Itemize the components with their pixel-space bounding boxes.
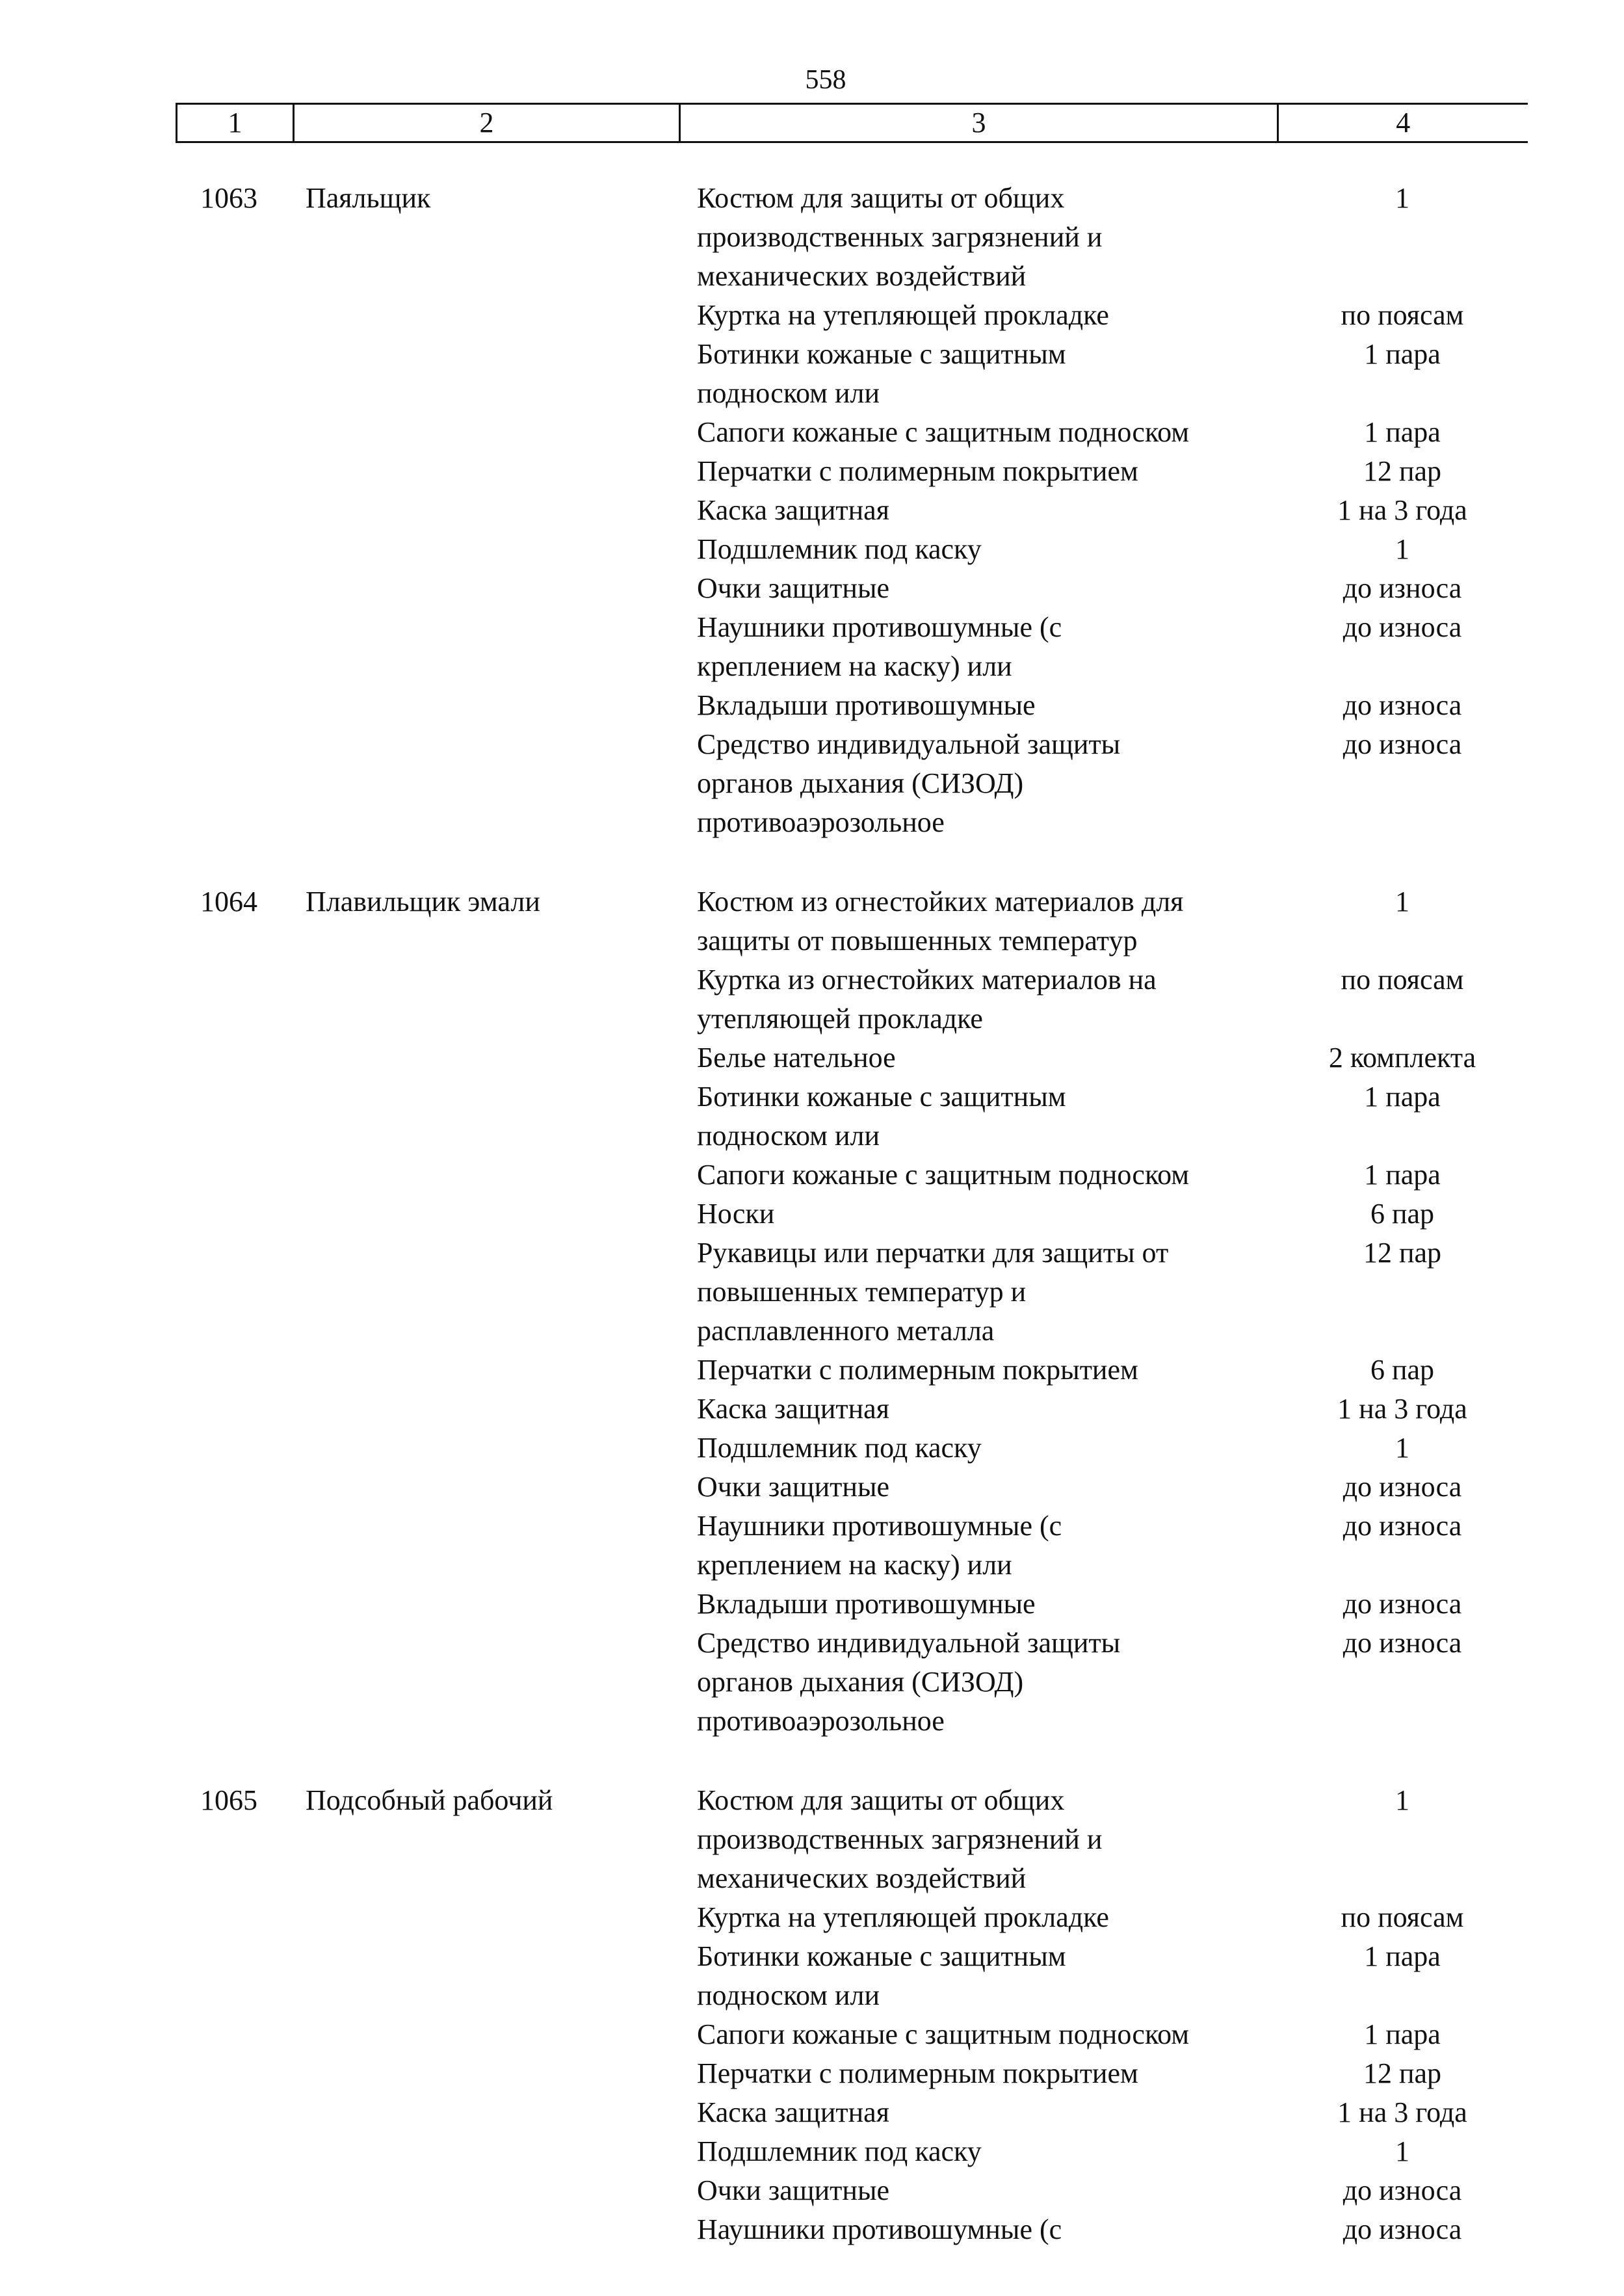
item-name: Костюм из огнестойких материалов для защиты от повышенных температур xyxy=(697,886,1184,957)
item-norm: до износа xyxy=(1342,572,1462,604)
list-item xyxy=(0,2054,1624,2093)
item-name: Каска защитная xyxy=(697,2096,889,2128)
item-norm: 12 пар xyxy=(1363,2057,1442,2089)
list-item xyxy=(0,335,1624,413)
item-norm: 1 на 3 года xyxy=(1337,494,1467,526)
list-item xyxy=(0,1038,1624,1077)
item-norm: 1 пара xyxy=(1364,1081,1441,1113)
list-item xyxy=(0,960,1624,1038)
item-norm: до износа xyxy=(1342,1588,1462,1620)
item-name: Носки xyxy=(697,1198,775,1230)
entry-profession: Плавильщик эмали xyxy=(306,886,540,917)
item-name: Подшлемник под каску xyxy=(697,2135,982,2167)
item-name: Сапоги кожаные с защитным подноском xyxy=(697,1159,1190,1191)
item-norm: до износа xyxy=(1342,689,1462,721)
list-item xyxy=(0,2132,1624,2171)
list-item xyxy=(0,2015,1624,2054)
list-item xyxy=(0,491,1624,530)
list-item xyxy=(0,1429,1624,1468)
list-item xyxy=(0,686,1624,725)
item-norm: 6 пар xyxy=(1370,1354,1435,1386)
item-name: Перчатки с полимерным покрытием xyxy=(697,455,1138,487)
list-item xyxy=(0,569,1624,608)
item-name: Очки защитные xyxy=(697,1471,890,1503)
item-name: Очки защитные xyxy=(697,572,890,604)
column-header-2: 2 xyxy=(294,104,680,142)
item-norm: до износа xyxy=(1342,1471,1462,1503)
item-name: Перчатки с полимерным покрытием xyxy=(697,1354,1138,1386)
item-norm: 1 xyxy=(1395,182,1409,214)
item-norm: 1 пара xyxy=(1364,1940,1441,1972)
table-row xyxy=(0,179,1624,842)
list-item xyxy=(0,2171,1624,2210)
item-norm: по поясам xyxy=(1341,964,1464,996)
list-item xyxy=(0,1937,1624,2015)
item-name: Наушники противошумные (с xyxy=(697,2213,1062,2245)
list-item xyxy=(0,296,1624,335)
item-norm: до износа xyxy=(1342,611,1462,643)
item-norm: 12 пар xyxy=(1363,1237,1442,1269)
column-header-1: 1 xyxy=(177,104,294,142)
item-name: Подшлемник под каску xyxy=(697,533,982,565)
item-name: Ботинки кожаные с защитным подноском или xyxy=(697,1081,1066,1152)
list-item xyxy=(0,1898,1624,1937)
item-norm: 12 пар xyxy=(1363,455,1442,487)
item-norm: по поясам xyxy=(1341,299,1464,331)
list-item xyxy=(0,1194,1624,1234)
item-norm: 1 xyxy=(1395,1432,1409,1464)
item-norm: по поясам xyxy=(1341,1901,1464,1933)
list-item xyxy=(0,1234,1624,1351)
item-name: Наушники противошумные (с креплением на каску) или xyxy=(697,1510,1062,1581)
column-header-3: 3 xyxy=(680,104,1278,142)
list-item xyxy=(0,2093,1624,2132)
item-norm: 1 xyxy=(1395,2135,1409,2167)
item-norm: 1 пара xyxy=(1364,2018,1441,2050)
item-norm: 1 на 3 года xyxy=(1337,1393,1467,1425)
item-name: Куртка из огнестойких материалов на утепляющей прокладке xyxy=(697,964,1157,1035)
item-name: Наушники противошумные (с креплением на каску) или xyxy=(697,611,1062,682)
item-name: Ботинки кожаные с защитным подноском или xyxy=(697,1940,1066,2011)
item-norm: 1 xyxy=(1395,1784,1409,1816)
entry-profession: Паяльщик xyxy=(306,182,431,214)
column-header-4: 4 xyxy=(1278,104,1528,142)
list-item xyxy=(0,1077,1624,1155)
table-body xyxy=(0,179,1624,2289)
item-name: Сапоги кожаные с защитным подноском xyxy=(697,2018,1190,2050)
list-item xyxy=(0,452,1624,491)
item-name: Каска защитная xyxy=(697,1393,889,1425)
item-norm: до износа xyxy=(1342,2213,1462,2245)
item-norm: 1 xyxy=(1395,533,1409,565)
item-norm: до износа xyxy=(1342,1627,1462,1659)
item-name: Вкладыши противошумные xyxy=(697,1588,1036,1620)
item-norm: до износа xyxy=(1342,728,1462,760)
table-row xyxy=(0,882,1624,1741)
entry-number: 1064 xyxy=(200,886,257,917)
list-item xyxy=(0,1585,1624,1624)
item-name: Костюм для защиты от общих производственных загрязнений и механических воздействий xyxy=(697,182,1103,292)
entry-number: 1065 xyxy=(200,1784,257,1816)
item-name: Очки защитные xyxy=(697,2174,890,2206)
list-item xyxy=(0,725,1624,842)
list-item xyxy=(0,413,1624,452)
list-item xyxy=(0,608,1624,686)
item-norm: 6 пар xyxy=(1370,1198,1435,1230)
item-name: Куртка на утепляющей прокладке xyxy=(697,1901,1109,1933)
item-name: Вкладыши противошумные xyxy=(697,689,1036,721)
item-norm: 1 пара xyxy=(1364,338,1441,370)
list-item xyxy=(0,1468,1624,1507)
column-header-row xyxy=(177,104,1528,142)
list-item xyxy=(0,1351,1624,1390)
table-row xyxy=(0,1781,1624,2249)
list-item xyxy=(0,2210,1624,2249)
item-name: Костюм для защиты от общих производственных загрязнений и механических воздействий xyxy=(697,1784,1103,1894)
list-item xyxy=(0,1155,1624,1194)
page-number: 558 xyxy=(805,65,846,95)
entry-profession: Подсобный рабочий xyxy=(306,1784,553,1816)
list-item xyxy=(0,530,1624,569)
item-name: Каска защитная xyxy=(697,494,889,526)
entry-number: 1063 xyxy=(200,182,257,214)
item-norm: до износа xyxy=(1342,1510,1462,1542)
item-norm: 1 пара xyxy=(1364,1159,1441,1191)
column-header-table xyxy=(176,103,1528,143)
item-norm: 2 комплекта xyxy=(1328,1042,1476,1074)
list-item xyxy=(0,1624,1624,1741)
item-norm: до износа xyxy=(1342,2174,1462,2206)
item-norm: 1 пара xyxy=(1364,416,1441,448)
item-name: Средство индивидуальной защиты органов дыхания (СИЗОД) противоаэрозольное xyxy=(697,1627,1121,1737)
item-name: Сапоги кожаные с защитным подноском xyxy=(697,416,1190,448)
list-item xyxy=(0,1390,1624,1429)
item-name: Перчатки с полимерным покрытием xyxy=(697,2057,1138,2089)
item-name: Ботинки кожаные с защитным подноском или xyxy=(697,338,1066,409)
item-name: Куртка на утепляющей прокладке xyxy=(697,299,1109,331)
item-norm: 1 на 3 года xyxy=(1337,2096,1467,2128)
item-name: Белье нательное xyxy=(697,1042,896,1074)
item-name: Рукавицы или перчатки для защиты от повышенных температур и расплавленного металла xyxy=(697,1237,1169,1347)
item-name: Средство индивидуальной защиты органов дыхания (СИЗОД) противоаэрозольное xyxy=(697,728,1121,838)
item-name: Подшлемник под каску xyxy=(697,1432,982,1464)
list-item xyxy=(0,1507,1624,1585)
item-norm: 1 xyxy=(1395,886,1409,917)
